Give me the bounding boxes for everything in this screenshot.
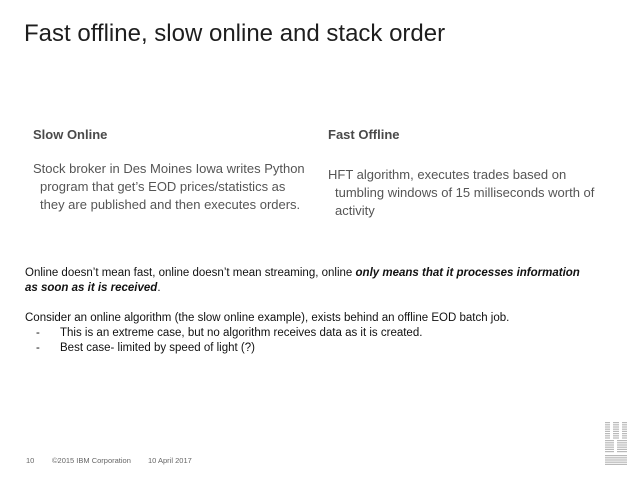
slow-online-heading: Slow Online: [33, 127, 108, 142]
bullet-item: [36, 341, 595, 356]
fast-offline-heading: Fast Offline: [328, 127, 400, 142]
online-definition-emphasis: only means that it processes information as soon as it is received: [25, 267, 580, 294]
presentation-date: 10 April 2017: [148, 456, 192, 465]
online-definition-paragraph: [25, 266, 595, 296]
notes-block: [25, 266, 595, 356]
ibm-logo-icon: [603, 421, 629, 467]
slow-online-description: Stock broker in Des Moines Iowa writes Python program that get’s EOD prices/statistics as they are published and then executes orders.: [33, 161, 305, 212]
bullet-dash: -: [36, 342, 40, 354]
copyright-notice: ©2015 IBM Corporation: [52, 456, 131, 465]
bullet-item: [36, 326, 595, 341]
bullet-text: Best case- limited by speed of light (?): [60, 342, 255, 354]
slide-title: Fast offline, slow online and stack order: [24, 20, 446, 47]
fast-offline-description: HFT algorithm, executes trades based on tumbling windows of 15 milliseconds worth of activity: [328, 167, 595, 218]
consider-paragraph: Consider an online algorithm (the slow online example), exists behind an offline EOD batch job.: [25, 312, 510, 324]
online-definition-text: Online doesn’t mean fast, online doesn’t mean streaming, online: [25, 267, 356, 279]
bullet-list: [25, 326, 595, 356]
bullet-text: This is an extreme case, but no algorithm receives data as it is created.: [60, 327, 423, 339]
bullet-dash: -: [36, 327, 40, 339]
fast-offline-column: [328, 126, 608, 220]
page-number: 10: [26, 456, 35, 465]
paragraph-spacer: [25, 296, 595, 311]
slow-online-column: [33, 126, 313, 214]
online-definition-period: .: [157, 282, 161, 294]
